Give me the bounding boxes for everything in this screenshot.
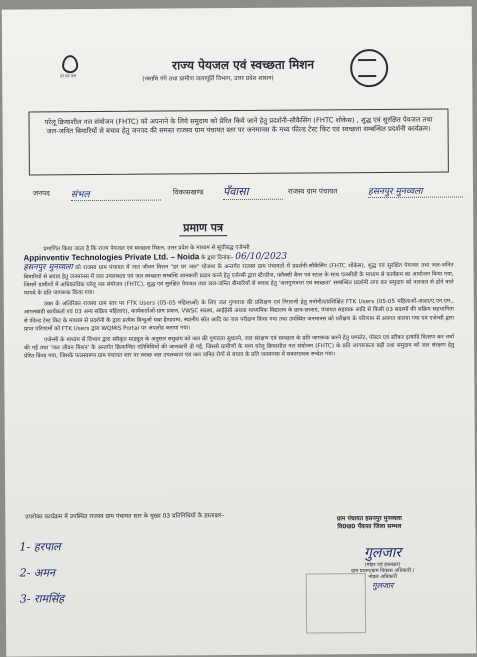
gram-panchayat-label: राजस्व ग्राम पंचायत: [287, 187, 338, 196]
paragraph-1-text: को राजस्व ग्राम पंचायत में जल जीवन मिशन "हर घर जल" योजना के अन्तर्गत राजस्व ग्राम पंचायतों में प्रदर्शनी-सौकैसिंग (FHTC शोकेस), शुद्ध एवं सुरक्षित पेयजल तथा जल-जनित बिमारियों से बचाव हेतु जनमानस में जल उपलब्धता एवं जल स्वच्छता सम्बन्धि जानकारी प्रदान करने हेतु एजेन्सी द्वारा स्टैन्डीज, फ्लैक्सी बैनर एवं स्टाल के साथ एलसीडी के माध्यम से कार्यक्रम का आयोजन किया गया, जिसमें ग्रामीणों में अधिकाधिक घरेलू नल संयोजन (FHTC), शुद्ध एवं सुरक्षित पेयजल तथा जल-जनित बीमारियों से बचाव हेतु 'जलगुणवत्ता एवं स्वच्छता' सम्बन्धित प्रदर्शनी लगा कर समुदाय को नलजल से होने वाले फायदे के प्रति जागरूक किया गया।: [23, 262, 454, 297]
pradhan-name: गुलजार: [372, 580, 394, 591]
intro-text: प्रमाणित किया जाता है कि राज्य पेयजल एवं स्वच्छता मिशन, उत्तर प्रदेश के माध्यम से सूचीबद्ध एजेन्सी: [43, 244, 250, 253]
witness-signature-1: 1- हरपाल: [19, 540, 61, 554]
up-government-emblem-icon: [350, 49, 388, 87]
agency-name: Appinventiv Technologies Private Ltd. – Noida: [23, 252, 200, 263]
har-ghar-jal-logo: [54, 55, 82, 81]
paragraph-3: एजेन्सी के माध्यम से विभाग द्वारा स्वीकृत माड्यूल के अनुसार समुदाय को जल की गुणवत्ता सुधारने, जल संरक्षण एवं स्वच्छता के प्रति जागरूक करने हेतु पम्पलेट, पोस्टर एवं स्टीकर इत्यादि वितरण कर चर्चा की गई तथा 'जल जीवन मिशन' के अन्तर्गत क्रियान्वित गतिविधियों की जानकारी दी गई, जिससे ग्रामीणों के मध्य घरेलू क्रियाशील नल संयोजन (FHTC) के प्रति जागरूकता बढ़ी तथा समुदाय को जल संरक्षण हेतु प्रेरित किया गया, जिसके फलस्वरूप ग्राम पंचायत स्तर पर स्वच्छ जल उपलब्धता एवं जल जनित रोगों से बचाव के प्रति जनमानस में सकारात्मक सन्देश गया।: [24, 334, 455, 360]
signature-caption-1: (मोहर एवं हस्ताक्षर): [364, 561, 401, 569]
stamp-line-1: ग्राम पंचायत हसनपुर मुनव्वला: [336, 514, 402, 523]
mission-title: राज्य पेयजल एवं स्वच्छता मिशन: [172, 57, 315, 73]
paragraph-2: उक्त के अतिरिक्त राजस्व ग्राम स्तर पर FTK Users (05-05 महिलाओं) के लिए जल गुणवत्ता की प्रशिक्षण एवं निगरानी हेतु मनोनीत/प्रशिक्षित FTK Users (05-05 महिलाओं-आशा/ए.एन.एम., आंगनबाडी कार्यकर्ता एवं 03 अन्य सक्रिय महिलाएं), कार्यकर्ताओं-ग्राम प्रधान, VWSC सदस्य, आईईसी अथवा माध्यमिक विद्यालय के छात्र-छात्राएं, पंचायत सहायक आदि से किसी 03 सदस्यों की सक्रिय सहभागिता से फील्ड टेस्ट किट के माध्यम से प्रदर्शनी के द्वारा प्रत्येक बिन्दुओं यथा हैण्डपम्प, स्थानीय स्रोत आदि का जल परीक्षण किया गया तथा उपस्थित जनमानस को परीक्षण के परिणाम से अवगत कराया गया एवं एजेन्सी द्वारा प्राप्त परिणामों को FTK Users द्वारा WQMIS Portal पर अपलोड कराया गया।: [23, 298, 454, 333]
closing-text: उपरोक्त कार्यक्रम में उपस्थित राजस्व ग्राम पंचायत स्तर के मुख्य 03 प्रतिनिधियों के हस्ताक्षर–: [25, 512, 225, 521]
witness-signature-3: 3- रामसिंह: [19, 592, 65, 606]
witness-signature-2: 2- अमन: [19, 566, 56, 580]
pradhan-signature: गुलजार: [363, 544, 402, 562]
witness-intro: [25, 512, 225, 521]
block-value: पँवासा: [223, 184, 283, 200]
paragraph-1: [24, 261, 454, 298]
panchayat-stamp: [289, 515, 449, 532]
certificate-heading: प्रमाण पत्र: [179, 220, 227, 236]
gram-panchayat-handwritten: हसनपुर मुनव्वला: [23, 262, 73, 272]
district-value: संभल: [71, 187, 161, 202]
logo-caption: हर घर जल: [60, 73, 77, 79]
program-description: परेलू क्रियाशील नल संयोजन (FHTC) को अपनाने के लिये समुदाय को प्रेरित किये जाने हेतु प्रदर्शनी-सौकैसिंग (FHTC शोकेस) , शुद्ध एवं सुरक्षित पेयजल तथा जल-जनित बिमारियों से बचाव हेतु जनपद की समस्त राजस्व ग्राम पंचायत स्तर पर जनमानस के मध्य फील्ड टेस्ट किट एवं स्वच्छता सम्बन्धित प्रदर्शनी कार्यक्रम।: [44, 115, 433, 136]
water-drop-icon: [62, 55, 78, 73]
mission-subtitle: (नमामि गंगे तथा ग्रामीण जलापूर्ति विभाग, उत्तर प्रदेश शासन): [142, 74, 274, 83]
certificate-page: [2, 6, 477, 656]
location-fields: [23, 184, 463, 201]
block-label: विकासखण्ड: [172, 188, 204, 197]
program-date: 06/10/2023: [235, 251, 288, 263]
date-prefix: के द्वारा दिनांक–: [201, 255, 234, 262]
stamp-mark: [306, 573, 366, 633]
program-description-box: [28, 109, 448, 176]
signature-caption-2: ग्राम प्रधान/ग्राम विकास अधिकारी /: [351, 567, 415, 575]
emblem-inner-icon: [358, 59, 376, 77]
district-label: जनपद: [33, 189, 50, 198]
signature-caption-3: नोडल अधिकारी: [368, 573, 397, 581]
gram-panchayat-value: हसनपुर मुनव्वला: [368, 183, 463, 198]
stamp-line-2: वि0ख0 पँवासा जिला सम्भल: [337, 522, 402, 531]
certificate-body: [23, 243, 454, 365]
